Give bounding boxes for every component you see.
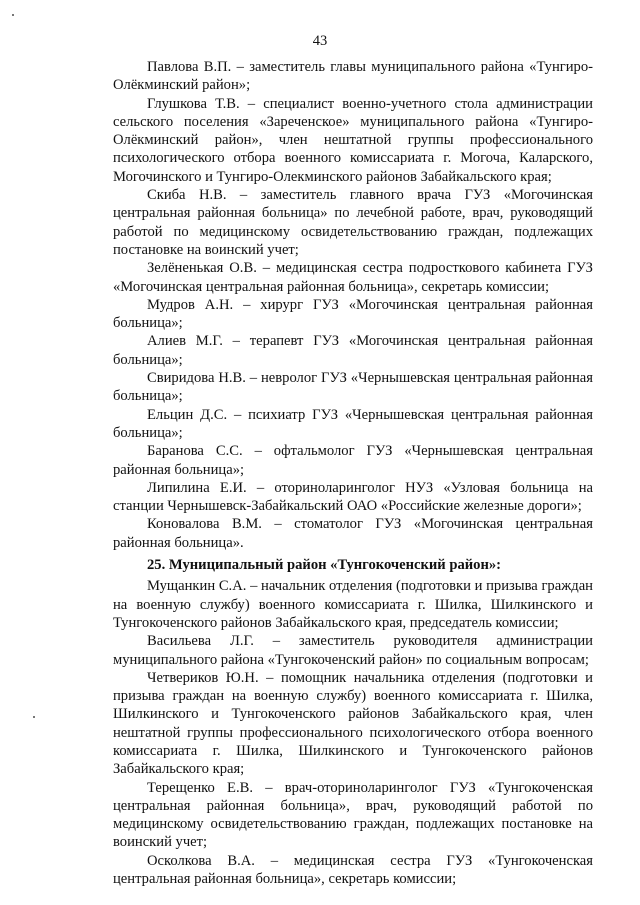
page-number: 43 — [312, 33, 328, 49]
member-paragraph: Павлова В.П. – заместитель главы муниципального района «Тунгиро-Олёкминский район»; — [113, 59, 593, 94]
member-paragraph: Липилина Е.И. – оториноларинголог НУЗ «Узловая больница на станции Чернышевск-Забайкальский ОАО «Российские железные дороги»; — [113, 479, 593, 515]
scan-speck — [12, 14, 14, 16]
member-paragraph: Мудров А.Н. – хирург ГУЗ «Могочинская центральная районная больница»; — [113, 296, 593, 332]
member-paragraph: Ельцин Д.С. – психиатр ГУЗ «Чернышевская центральная районная больница»; — [113, 406, 593, 441]
scan-speck — [33, 716, 35, 718]
member-paragraph: Четвериков Ю.Н. – помощник начальника отделения (подготовки и призыва граждан на военную службу) военного комиссариата г. Шилка, Шилкинского и Тунгокоченского районов Забайкальского края, член нештатной группы профессионального психологического отбора военного комиссариата г. Шилка, Шилкинского и Тунгокоченского районов Забайкальского края; — [113, 669, 593, 778]
section-heading: 25. Муниципальный район «Тунгокоченский район»: — [147, 557, 502, 574]
member-paragraph: Терещенко Е.В. – врач-оториноларинголог ГУЗ «Тунгокоченская центральная районная больница», врач, руководящий работой по медицинскому освидетельствованию граждан, подлежащих постановке на воинский учет; — [113, 779, 593, 851]
document-body — [113, 58, 593, 888]
member-paragraph: Зелёненькая О.В. – медицинская сестра подросткового кабинета ГУЗ «Могочинская центральная районная больница», секретарь комиссии; — [113, 260, 593, 295]
member-paragraph: Глушкова Т.В. – специалист военно-учетного стола администрации сельского поселения «Зареченское» муниципального района «Тунгиро-Олёкминский район», член нештатной группы профессионального психологического отбора военного комиссариата г. Могоча, Каларского, Могочинского и Тунгиро-Олекминского районов Забайкальского края; — [113, 95, 593, 185]
member-paragraph: Осколкова В.А. – медицинская сестра ГУЗ «Тунгокоченская центральная районная больница», секретарь комиссии; — [113, 852, 593, 888]
member-paragraph: Васильева Л.Г. – заместитель руководителя администрации муниципального района «Тунгокоченский район» по социальным вопросам; — [113, 633, 593, 668]
member-paragraph: Алиев М.Г. – терапевт ГУЗ «Могочинская центральная районная больница»; — [113, 333, 593, 368]
member-paragraph: Мущанкин С.А. – начальник отделения (подготовки и призыва граждан на военную службу) военного комиссариата г. Шилка, Шилкинского и Тунгокоченского районов Забайкальского края, председатель комиссии; — [113, 578, 593, 631]
member-paragraph: Скиба Н.В. – заместитель главного врача ГУЗ «Могочинская центральная районная больница» по лечебной работе, врач, руководящий работой по медицинскому освидетельствованию граждан, подлежащих постановке на воинский учет; — [113, 187, 593, 258]
member-paragraph: Баранова С.С. – офтальмолог ГУЗ «Чернышевская центральная районная больница»; — [113, 443, 593, 478]
member-paragraph: Коновалова В.М. – стоматолог ГУЗ «Могочинская центральная районная больница». — [113, 516, 593, 551]
member-paragraph: Свиридова Н.В. – невролог ГУЗ «Чернышевская центральная районная больница»; — [113, 370, 593, 405]
